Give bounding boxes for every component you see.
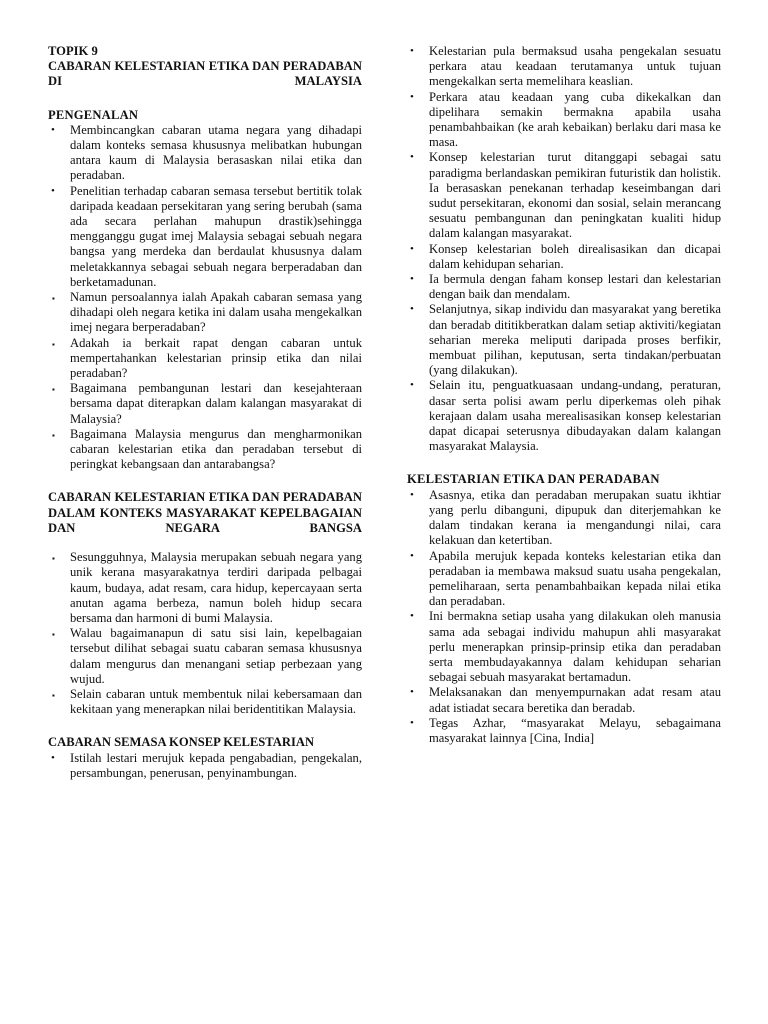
list-item xyxy=(407,302,721,378)
bullet-list-kelestarian xyxy=(407,44,721,454)
list-item-text: Sesungguhnya, Malaysia merupakan sebuah negara yang unik kerana masyarakatnya terdiri daripada pelbagai kaum, budaya, adat resam, cara hidup, kepercayaan serta anutan agama berbeza, namun boleh hidup secara bersama dan harmoni di bumi Malaysia. xyxy=(70,550,362,625)
bullet-list-cabaran-konteks xyxy=(48,550,362,717)
list-item xyxy=(407,685,721,715)
list-item-text: Walau bagaimanapun di satu sisi lain, kepelbagaian tersebut dilihat sebagai suatu cabaran semasa khususnya dalam mengurus dan menangani setiap perbezaan yang wujud. xyxy=(70,626,362,686)
list-item xyxy=(407,44,721,90)
bullet-marker: • xyxy=(410,610,414,623)
bullet-marker: • xyxy=(51,751,55,764)
list-item xyxy=(407,609,721,685)
bullet-marker: • xyxy=(410,716,414,729)
list-item-text: Adakah ia berkait rapat dengan cabaran untuk mempertahankan kelestarian prinsip etika dan nilai peradaban? xyxy=(70,335,362,381)
list-item xyxy=(48,381,362,427)
list-item-text: Selain cabaran untuk membentuk nilai kebersamaan dan kekitaan yang menerapkan nilai beridentitikan Malaysia. xyxy=(70,686,362,717)
bullet-marker: • xyxy=(410,303,414,316)
bullet-marker: • xyxy=(410,488,414,501)
list-item xyxy=(48,687,362,717)
list-item-text: Perkara atau keadaan yang cuba dikekalkan dan dipelihara semakin bermakna apabila usaha penambahbaikan (ke arah kebaikan) berlaku dari masa ke masa. xyxy=(429,89,721,150)
list-item-text: Selanjutnya, sikap individu dan masyarakat yang beretika dan beradab dititikberatkan dalam setiap aktiviti/kegiatan seharian mereka meliputi daripada proses berfikir, membuat pilihan, keputusan, serta tindakan/perbuatan (yang dilakukan). xyxy=(429,302,721,378)
list-item-text: Melaksanakan dan menyempurnakan adat resam atau adat istiadat secara beretika dan beradab. xyxy=(429,685,721,715)
bullet-marker: • xyxy=(410,242,414,255)
list-item-text: Kelestarian pula bermaksud usaha pengekalan sesuatu perkara atau keadaan terutamanya untuk tujuan mengekalkan serta memelihara keaslian. xyxy=(429,44,721,89)
bullet-marker: • xyxy=(410,379,414,392)
list-item xyxy=(48,751,362,781)
section-heading-cabaran-semasa: CABARAN SEMASA KONSEP KELESTARIAN xyxy=(48,735,315,750)
list-item xyxy=(48,184,362,290)
bullet-marker: • xyxy=(51,184,55,197)
list-item xyxy=(48,550,362,626)
list-item-text: Bagaimana Malaysia mengurus dan mengharmonikan cabaran kelestarian etika dan peradaban tersebut di peringkat kebangsaan dan antarabangsa? xyxy=(70,426,362,472)
bullet-marker: ▪ xyxy=(52,630,55,640)
section-heading-cabaran-konteks: CABARAN KELESTARIAN ETIKA DAN PERADABAN DALAM KONTEKS MASYARAKAT KEPELBAGAIAN DAN NEGARA BANGSA xyxy=(48,490,362,535)
list-item-text: Istilah lestari merujuk kepada pengabadian, pengekalan, persambungan, penerusan, penyinambungan. xyxy=(70,750,362,780)
list-item-text: Konsep kelestarian turut ditanggapi sebagai satu paradigma berlandaskan pemikiran futuristik dan holistik. Ia berasaskan penekanan terhadap keseimbangan dari sudut persekitaran, ekonomi dan sosial, selain merancang sesuatu pembangunan dan peningkatan kualiti hidup dalam kalangan masyarakat. xyxy=(429,150,721,241)
right-column xyxy=(407,44,721,746)
bullet-marker: • xyxy=(410,273,414,286)
topic-label: TOPIK 9 xyxy=(48,44,98,58)
document-title: CABARAN KELESTARIAN ETIKA DAN PERADABAN DI MALAYSIA xyxy=(48,59,362,89)
bullet-marker: • xyxy=(410,45,414,57)
list-item-text: Ia bermula dengan faham konsep lestari dan kelestarian dengan baik dan mendalam. xyxy=(429,272,721,302)
list-item xyxy=(407,242,721,272)
section-heading-kelestarian-etika: KELESTARIAN ETIKA DAN PERADABAN xyxy=(407,472,660,487)
list-item xyxy=(48,336,362,382)
bullet-marker: ▪ xyxy=(52,554,55,564)
bullet-marker: ▪ xyxy=(52,294,55,304)
list-item xyxy=(48,626,362,687)
left-column xyxy=(48,44,362,781)
list-item xyxy=(407,488,721,549)
list-item xyxy=(48,123,362,184)
list-item-text: Apabila merujuk kepada konteks kelestarian etika dan peradaban ia membawa maksud suatu usaha pengekalan, pemeliharaan, serta penambahbaikan kepada nilai etika dan peradaban. xyxy=(429,548,721,609)
list-item xyxy=(407,378,721,454)
bullet-marker: ▪ xyxy=(52,385,55,395)
list-item xyxy=(407,272,721,302)
bullet-marker: ▪ xyxy=(52,430,55,440)
list-item xyxy=(407,549,721,610)
list-item xyxy=(48,427,362,473)
bullet-marker: • xyxy=(410,686,414,699)
list-item xyxy=(407,716,721,746)
bullet-marker: ▪ xyxy=(52,339,55,349)
list-item-text: Asasnya, etika dan peradaban merupakan suatu ikhtiar yang perlu dibanguni, dipupuk dan diterjemahkan ke dalam tindakan kerana ia mengandungi nilai, cara kelakuan dan ketertiban. xyxy=(429,487,721,548)
list-item-text: Namun persoalannya ialah Apakah cabaran semasa yang dihadapi oleh negara ketika ini dalam usaha mengekalkan imej negara berperadaban? xyxy=(70,290,362,335)
bullet-marker: ▪ xyxy=(52,690,55,700)
section-heading-pengenalan: PENGENALAN xyxy=(48,107,139,122)
bullet-marker: • xyxy=(410,151,414,164)
list-item xyxy=(48,290,362,336)
list-item-text: Selain itu, penguatkuasaan undang-undang, peraturan, dasar serta polisi awam perlu diperkemas oleh pihak kerajaan dalam usaha merealisasikan konsep kelestarian dapat dicapai seterusnya dibudayakan dalam kalangan masyarakat Malaysia. xyxy=(429,378,721,454)
bullet-marker: • xyxy=(410,90,414,103)
list-item-text: Bagaimana pembangunan lestari dan kesejahteraan bersama dapat diterapkan dalam kalangan masyarakat di Malaysia? xyxy=(70,381,362,426)
bullet-marker: • xyxy=(51,123,55,136)
list-item-text: Konsep kelestarian boleh direalisasikan dan dicapai dalam kehidupan seharian. xyxy=(429,241,721,271)
list-item xyxy=(407,90,721,151)
list-item-text: Membincangkan cabaran utama negara yang dihadapi dalam konteks semasa khususnya melibatkan hubungan antara kaum di Malaysia berasaskan nilai etika dan peradaban. xyxy=(70,122,362,183)
bullet-list-cabaran-semasa xyxy=(48,751,362,781)
list-item-text: Tegas Azhar, “masyarakat Melayu, sebagaimana masyarakat lainnya [Cina, India] xyxy=(429,715,721,745)
list-item xyxy=(407,150,721,241)
list-item-text: Ini bermakna setiap usaha yang dilakukan oleh manusia sama ada sebagai individu mahupun ahli masyarakat perlu menerapkan prinsip-prinsip etika dan peradaban serta membudayakannya dalam kehidupan seharian sebagai sebuah masyarakat bertamadun. xyxy=(429,609,721,685)
list-item-text: Penelitian terhadap cabaran semasa tersebut bertitik tolak daripada keadaan persekitaran yang sering berubah (sama ada secara perlahan mahupun drastik)sehingga mengganggu gugat imej Malaysia sebagai sebuah negara bangsa yang merdeka dan berdaulat khususnya dalam meletakkannya sebagai sebuah negara berperadaban dan berketamadunan. xyxy=(70,183,362,289)
bullet-list-kelestarian-etika xyxy=(407,488,721,746)
bullet-list-pengenalan xyxy=(48,123,362,473)
bullet-marker: • xyxy=(410,549,414,562)
